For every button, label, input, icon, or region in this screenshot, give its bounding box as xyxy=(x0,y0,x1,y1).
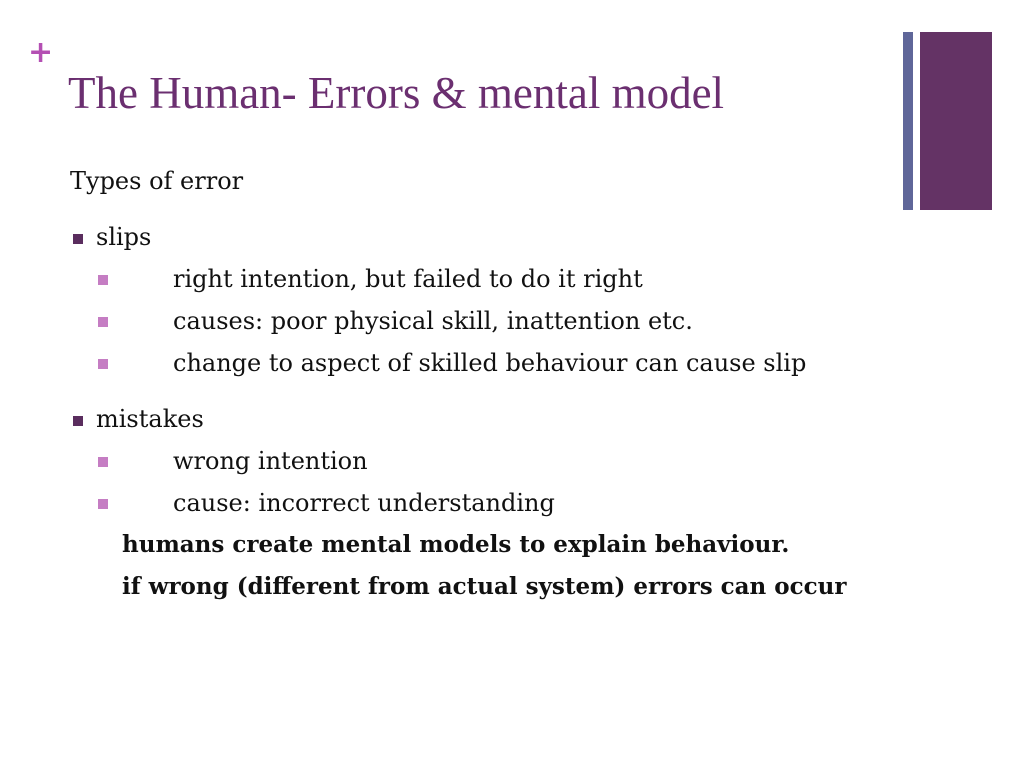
sub-bullet-text: wrong intention xyxy=(173,447,368,475)
slide-title: The Human- Errors & mental model xyxy=(68,68,725,118)
square-bullet-icon xyxy=(73,416,83,426)
note-mental-models: humans create mental models to explain behaviour. xyxy=(122,531,790,558)
bullet-slips-label: slips xyxy=(96,223,152,251)
slide-body xyxy=(70,164,950,604)
spacer xyxy=(70,380,950,402)
square-bullet-icon xyxy=(98,275,108,285)
square-bullet-icon xyxy=(98,359,108,369)
square-bullet-icon xyxy=(98,457,108,467)
sub-bullet-slips-2 xyxy=(70,304,950,338)
square-bullet-icon xyxy=(98,499,108,509)
sub-bullet-mistakes-1 xyxy=(70,444,950,478)
sub-bullet-text: change to aspect of skilled behaviour can cause slip xyxy=(173,349,807,377)
bullet-mistakes xyxy=(70,402,950,436)
bullet-mistakes-label: mistakes xyxy=(96,405,204,433)
types-of-error-heading: Types of error xyxy=(70,167,244,195)
sub-bullet-slips-1 xyxy=(70,262,950,296)
square-bullet-icon xyxy=(73,234,83,244)
sub-bullet-slips-3 xyxy=(70,346,950,380)
note-wrong-models: if wrong (different from actual system) errors can occur xyxy=(122,573,847,600)
bullet-slips xyxy=(70,220,950,254)
square-bullet-icon xyxy=(98,317,108,327)
sub-bullet-mistakes-2 xyxy=(70,486,950,520)
sub-bullet-text: right intention, but failed to do it right xyxy=(173,265,643,293)
plus-icon: + xyxy=(28,35,54,70)
sub-bullet-text: cause: incorrect understanding xyxy=(173,489,555,517)
sub-bullet-text: causes: poor physical skill, inattention etc. xyxy=(173,307,693,335)
